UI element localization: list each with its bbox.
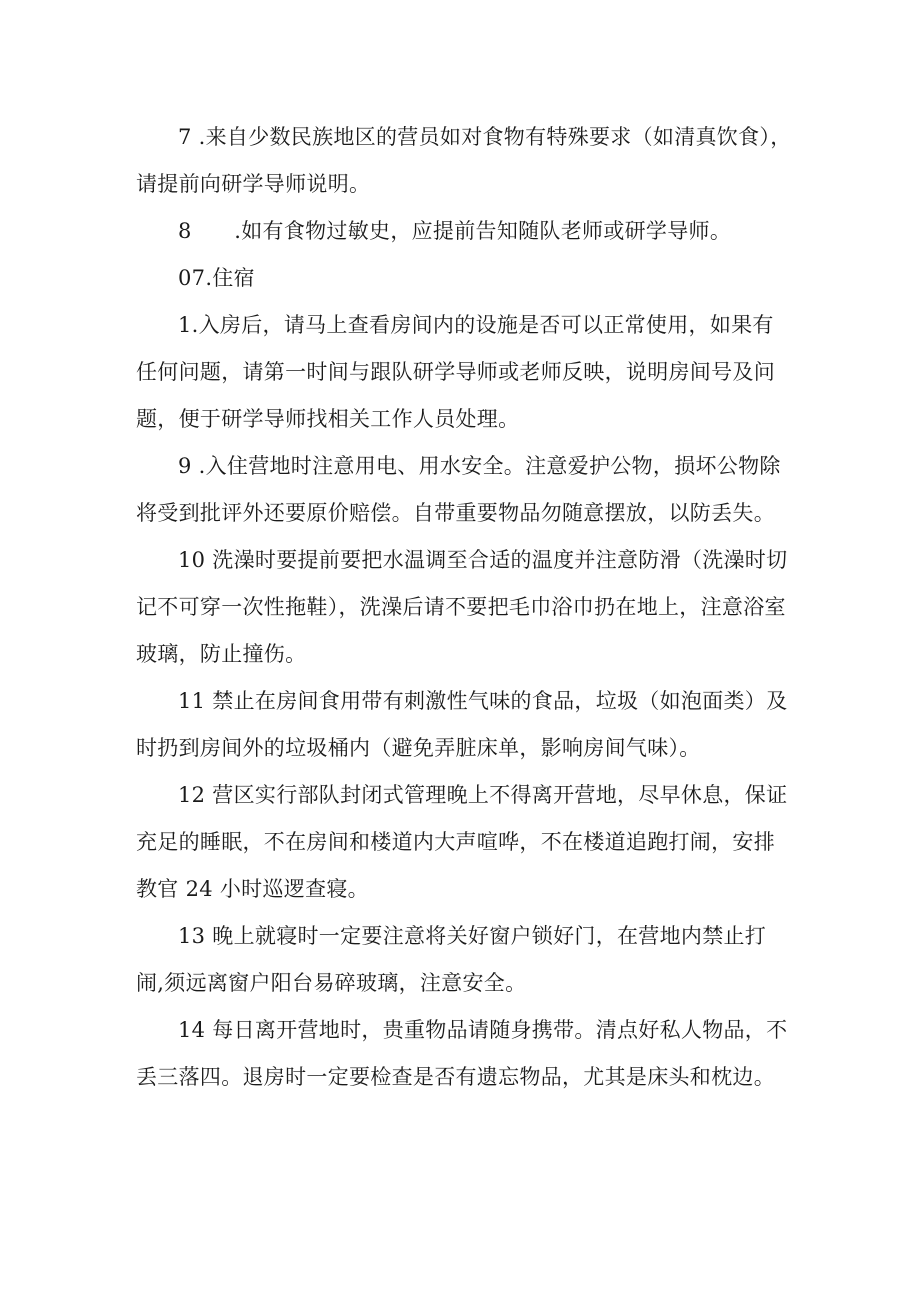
paragraph-1-room-check: 1.入房后，请马上查看房间内的设施是否可以正常使用，如果有任何问题，请第一时间与跟队研学导师或老师反映，说明房间号及问题，便于研学导师找相关工作人员处理。: [136, 313, 775, 431]
paragraph-11-food-in-room: 11 禁止在房间食用带有刺激性气味的食品，垃圾（如泡面类）及时扔到房间外的垃圾桶内（避免弄脏床单，影响房间气味）。: [136, 689, 788, 760]
paragraph-10-bathing: 10 洗澡时要提前要把水温调至合适的温度并注意防滑（洗澡时切记不可穿一次性拖鞋），洗澡后请不要把毛巾浴巾扔在地上，注意浴室玻璃，防止撞伤。: [136, 548, 788, 666]
paragraph-14-belongings: 14 每日离开营地时，贵重物品请随身携带。清点好私人物品，不丢三落四。退房时一定要检查是否有遗忘物品，尤其是床头和枕边。: [136, 1018, 788, 1089]
document-body: [136, 114, 792, 1101]
paragraph-9-utility-safety: 9 .入住营地时注意用电、用水安全。注意爱护公物，损坏公物除将受到批评外还要原价赔偿。自带重要物品勿随意摆放，以防丢失。: [136, 454, 781, 525]
paragraph-7-dietary-requirements: 7 .来自少数民族地区的营员如对食物有特殊要求（如清真饮食），请提前向研学导师说明。: [136, 125, 792, 196]
section-heading-accommodation: 07.住宿: [178, 266, 255, 290]
paragraph-12-camp-management: 12 营区实行部队封闭式管理晚上不得离开营地，尽早休息，保证充足的睡眠，不在房间和楼道内大声喧哗，不在楼道追跑打闹，安排教官 24 小时巡逻查寝。: [136, 783, 788, 901]
paragraph-8-food-allergy: 8 .如有食物过敏史，应提前告知随队老师或研学导师。: [178, 219, 732, 243]
paragraph-13-bedtime-safety: 13 晚上就寝时一定要注意将关好窗户锁好门，在营地内禁止打闹,须远离窗户阳台易碎玻璃，注意安全。: [136, 924, 767, 995]
